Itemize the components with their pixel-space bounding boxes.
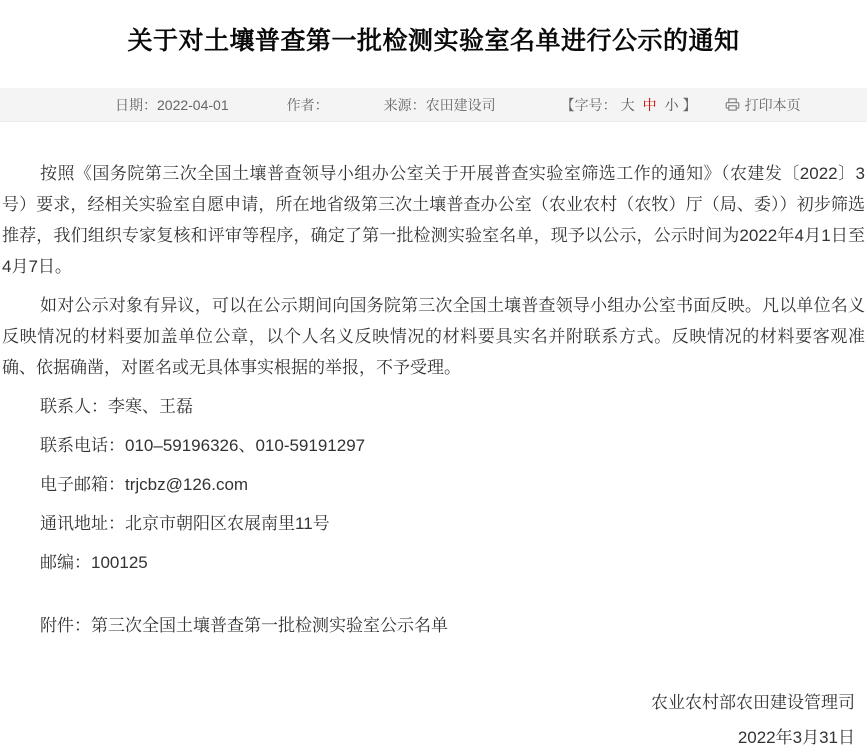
meta-source: [384, 95, 496, 115]
meta-source-value: 农田建设司: [425, 96, 496, 113]
font-size-suffix: 】: [682, 96, 697, 113]
font-size-prefix: 【字号：: [560, 96, 617, 113]
signature-date: 2022年3月31日: [737, 728, 855, 747]
page-title: 关于对土壤普查第一批检测实验室名单进行公示的通知: [127, 27, 740, 55]
font-size-large-button[interactable]: 大: [620, 96, 635, 113]
contact-person-line: [2, 391, 865, 422]
attachment-line: [2, 610, 865, 641]
contact-address-value: 北京市朝阳区农展南里11号: [125, 514, 330, 533]
contact-phone-label: 联系电话：: [40, 436, 125, 455]
meta-date: [115, 95, 229, 115]
signature: 农业农村部农田建设管理司: [651, 693, 855, 712]
font-size-medium-button[interactable]: 中: [642, 96, 657, 113]
print-page-button[interactable]: [725, 95, 801, 115]
meta-author-label: 作者：: [286, 96, 329, 113]
paragraph-2: 如对公示对象有异议，可以在公示期间向国务院第三次全国土壤普查领导小组办公室书面反映。凡以单位名义反映情况的材料要加盖单位公章，以个人名义反映情况的材料要具实名并附联系方式。反映情况的材料要客观准确、依据确凿，对匿名或无具体事实根据的举报，不予受理。: [2, 296, 865, 377]
contact-person-value: 李寒、王磊: [108, 397, 193, 416]
article-body: [0, 158, 867, 753]
contact-person-label: 联系人：: [40, 397, 108, 416]
contact-zipcode-label: 邮编：: [40, 553, 91, 572]
contact-email-value: trjcbz@126.com: [125, 475, 249, 494]
contact-email-line: [2, 469, 865, 500]
meta-author: [287, 95, 329, 115]
contact-address-label: 通讯地址：: [40, 514, 125, 533]
font-size-small-button[interactable]: 小: [664, 96, 679, 113]
meta-date-value: 2022-04-01: [157, 96, 229, 113]
contact-address-line: [2, 508, 865, 539]
font-size-control: [561, 95, 697, 115]
contact-phone-line: [2, 430, 865, 461]
meta-date-label: 日期：: [115, 96, 157, 113]
contact-phone-value: 010–59196326、010-59191297: [125, 436, 366, 455]
meta-bar: [0, 88, 867, 122]
contact-zipcode-line: [2, 547, 865, 578]
paragraph-1: 按照《国务院第三次全国土壤普查领导小组办公室关于开展普查实验室筛选工作的通知》（农建发〔2022〕3号）要求，经相关实验室自愿申请，所在地省级第三次土壤普查办公室（农业农村（农牧）厅（局、委））初步筛选推荐，我们组织专家复核和评审等程序，确定了第一批检测实验室名单，现予以公示，公示时间为2022年4月1日至4月7日。: [2, 164, 865, 276]
contact-email-label: 电子邮箱：: [40, 475, 125, 494]
contact-zipcode-value: 100125: [91, 553, 148, 572]
print-label: 打印本页: [744, 96, 801, 113]
attachment-link[interactable]: 第三次全国土壤普查第一批检测实验室公示名单: [91, 616, 448, 635]
meta-source-label: 来源：: [383, 96, 426, 113]
attachment-label: 附件：: [40, 616, 91, 635]
printer-icon: [725, 97, 740, 112]
